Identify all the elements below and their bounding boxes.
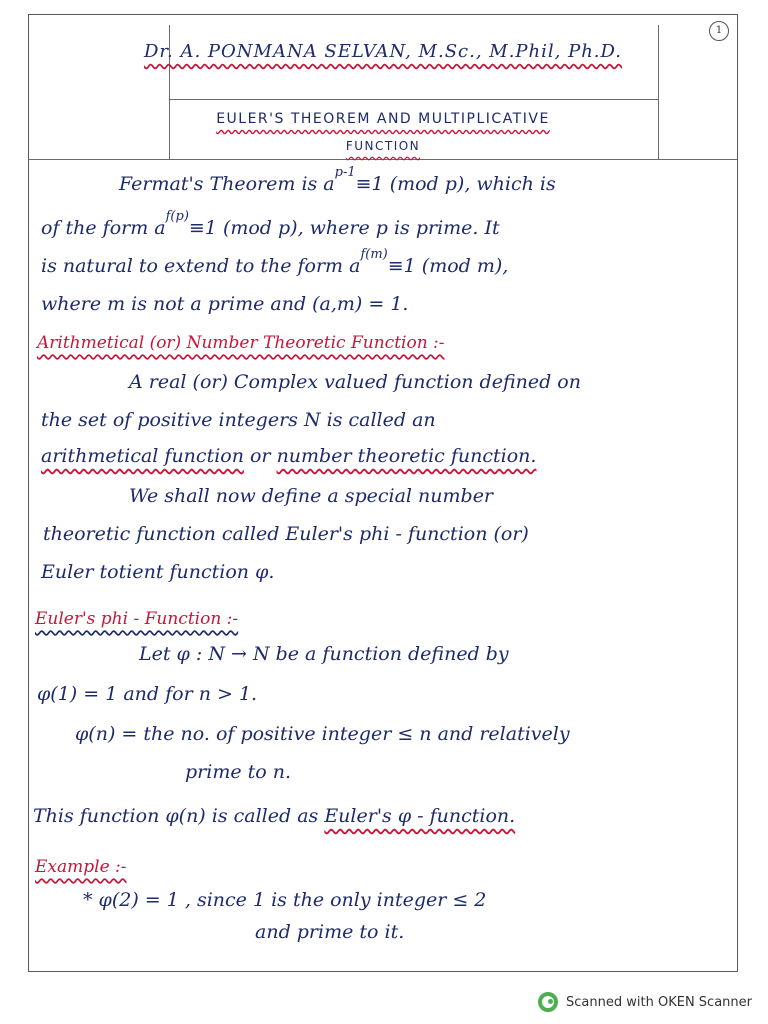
phi-line-2: φ(1) = 1 and for n > 1. <box>37 683 258 705</box>
page-title-line-1: EULER'S THEOREM AND MULTIPLICATIVE <box>216 111 550 127</box>
notes-page <box>28 14 738 972</box>
arith-line-3-connector: or <box>243 445 277 467</box>
intro-line-2 <box>41 209 500 239</box>
arith-line-1: A real (or) Complex valued function defined on <box>129 371 581 393</box>
arithmetical-function-heading: Arithmetical (or) Number Theoretic Function :- <box>37 333 445 353</box>
phi-line-4: prime to n. <box>185 761 292 783</box>
arith-line-2: the set of positive integers N is called an <box>41 409 436 431</box>
euler-phi-function-heading: Euler's phi - Function :- <box>35 609 239 629</box>
intro-line-2-end: ≡1 (mod p), where p is prime. It <box>188 217 500 239</box>
example-line-1: * φ(2) = 1 , since 1 is the only integer ≤ 2 <box>83 889 487 911</box>
phi-line-3: φ(n) = the no. of positive integer ≤ n and relatively <box>75 723 570 745</box>
body-divider <box>29 159 737 160</box>
phi-line-1: Let φ : N → N be a function defined by <box>139 643 509 665</box>
arith-line-6: Euler totient function φ. <box>41 561 275 583</box>
intro-line-1-end: ≡1 (mod p), which is <box>355 173 556 195</box>
intro-line-1-exponent: p-1 <box>334 165 356 180</box>
author-name: Dr. A. PONMANA SELVAN, M.Sc., M.Phil, Ph.D. <box>143 41 623 62</box>
arith-line-3 <box>41 445 536 467</box>
scanner-logo-icon <box>538 992 558 1012</box>
intro-line-1 <box>119 165 556 195</box>
intro-line-3-end: ≡1 (mod m), <box>387 255 509 277</box>
scanner-text: Scanned with OKEN Scanner <box>566 994 752 1010</box>
arith-line-5: theoretic function called Euler's phi - function (or) <box>43 523 529 545</box>
phi-line-5 <box>33 805 515 827</box>
intro-line-3 <box>41 247 509 277</box>
scanner-watermark <box>538 992 752 1012</box>
example-heading: Example :- <box>35 857 127 877</box>
header-divider <box>169 99 659 100</box>
intro-line-4: where m is not a prime and (a,m) = 1. <box>41 293 409 315</box>
intro-line-3-text: is natural to extend to the form a <box>41 255 361 277</box>
intro-line-1-text: Fermat's Theorem is a <box>119 173 335 195</box>
example-line-2: and prime to it. <box>255 921 405 943</box>
page-title-line-2: FUNCTION <box>345 139 421 153</box>
phi-line-5-text: This function φ(n) is called as <box>33 805 325 827</box>
intro-line-2-text: of the form a <box>41 217 166 239</box>
page-number: 1 <box>709 21 729 41</box>
intro-line-2-exponent: f(p) <box>165 209 189 224</box>
number-theoretic-function-term: number theoretic function. <box>276 445 537 467</box>
euler-phi-function-term: Euler's φ - function. <box>324 805 516 827</box>
arith-line-4: We shall now define a special number <box>129 485 494 507</box>
arithmetical-function-term: arithmetical function <box>41 445 244 467</box>
intro-line-3-exponent: f(m) <box>360 247 388 262</box>
